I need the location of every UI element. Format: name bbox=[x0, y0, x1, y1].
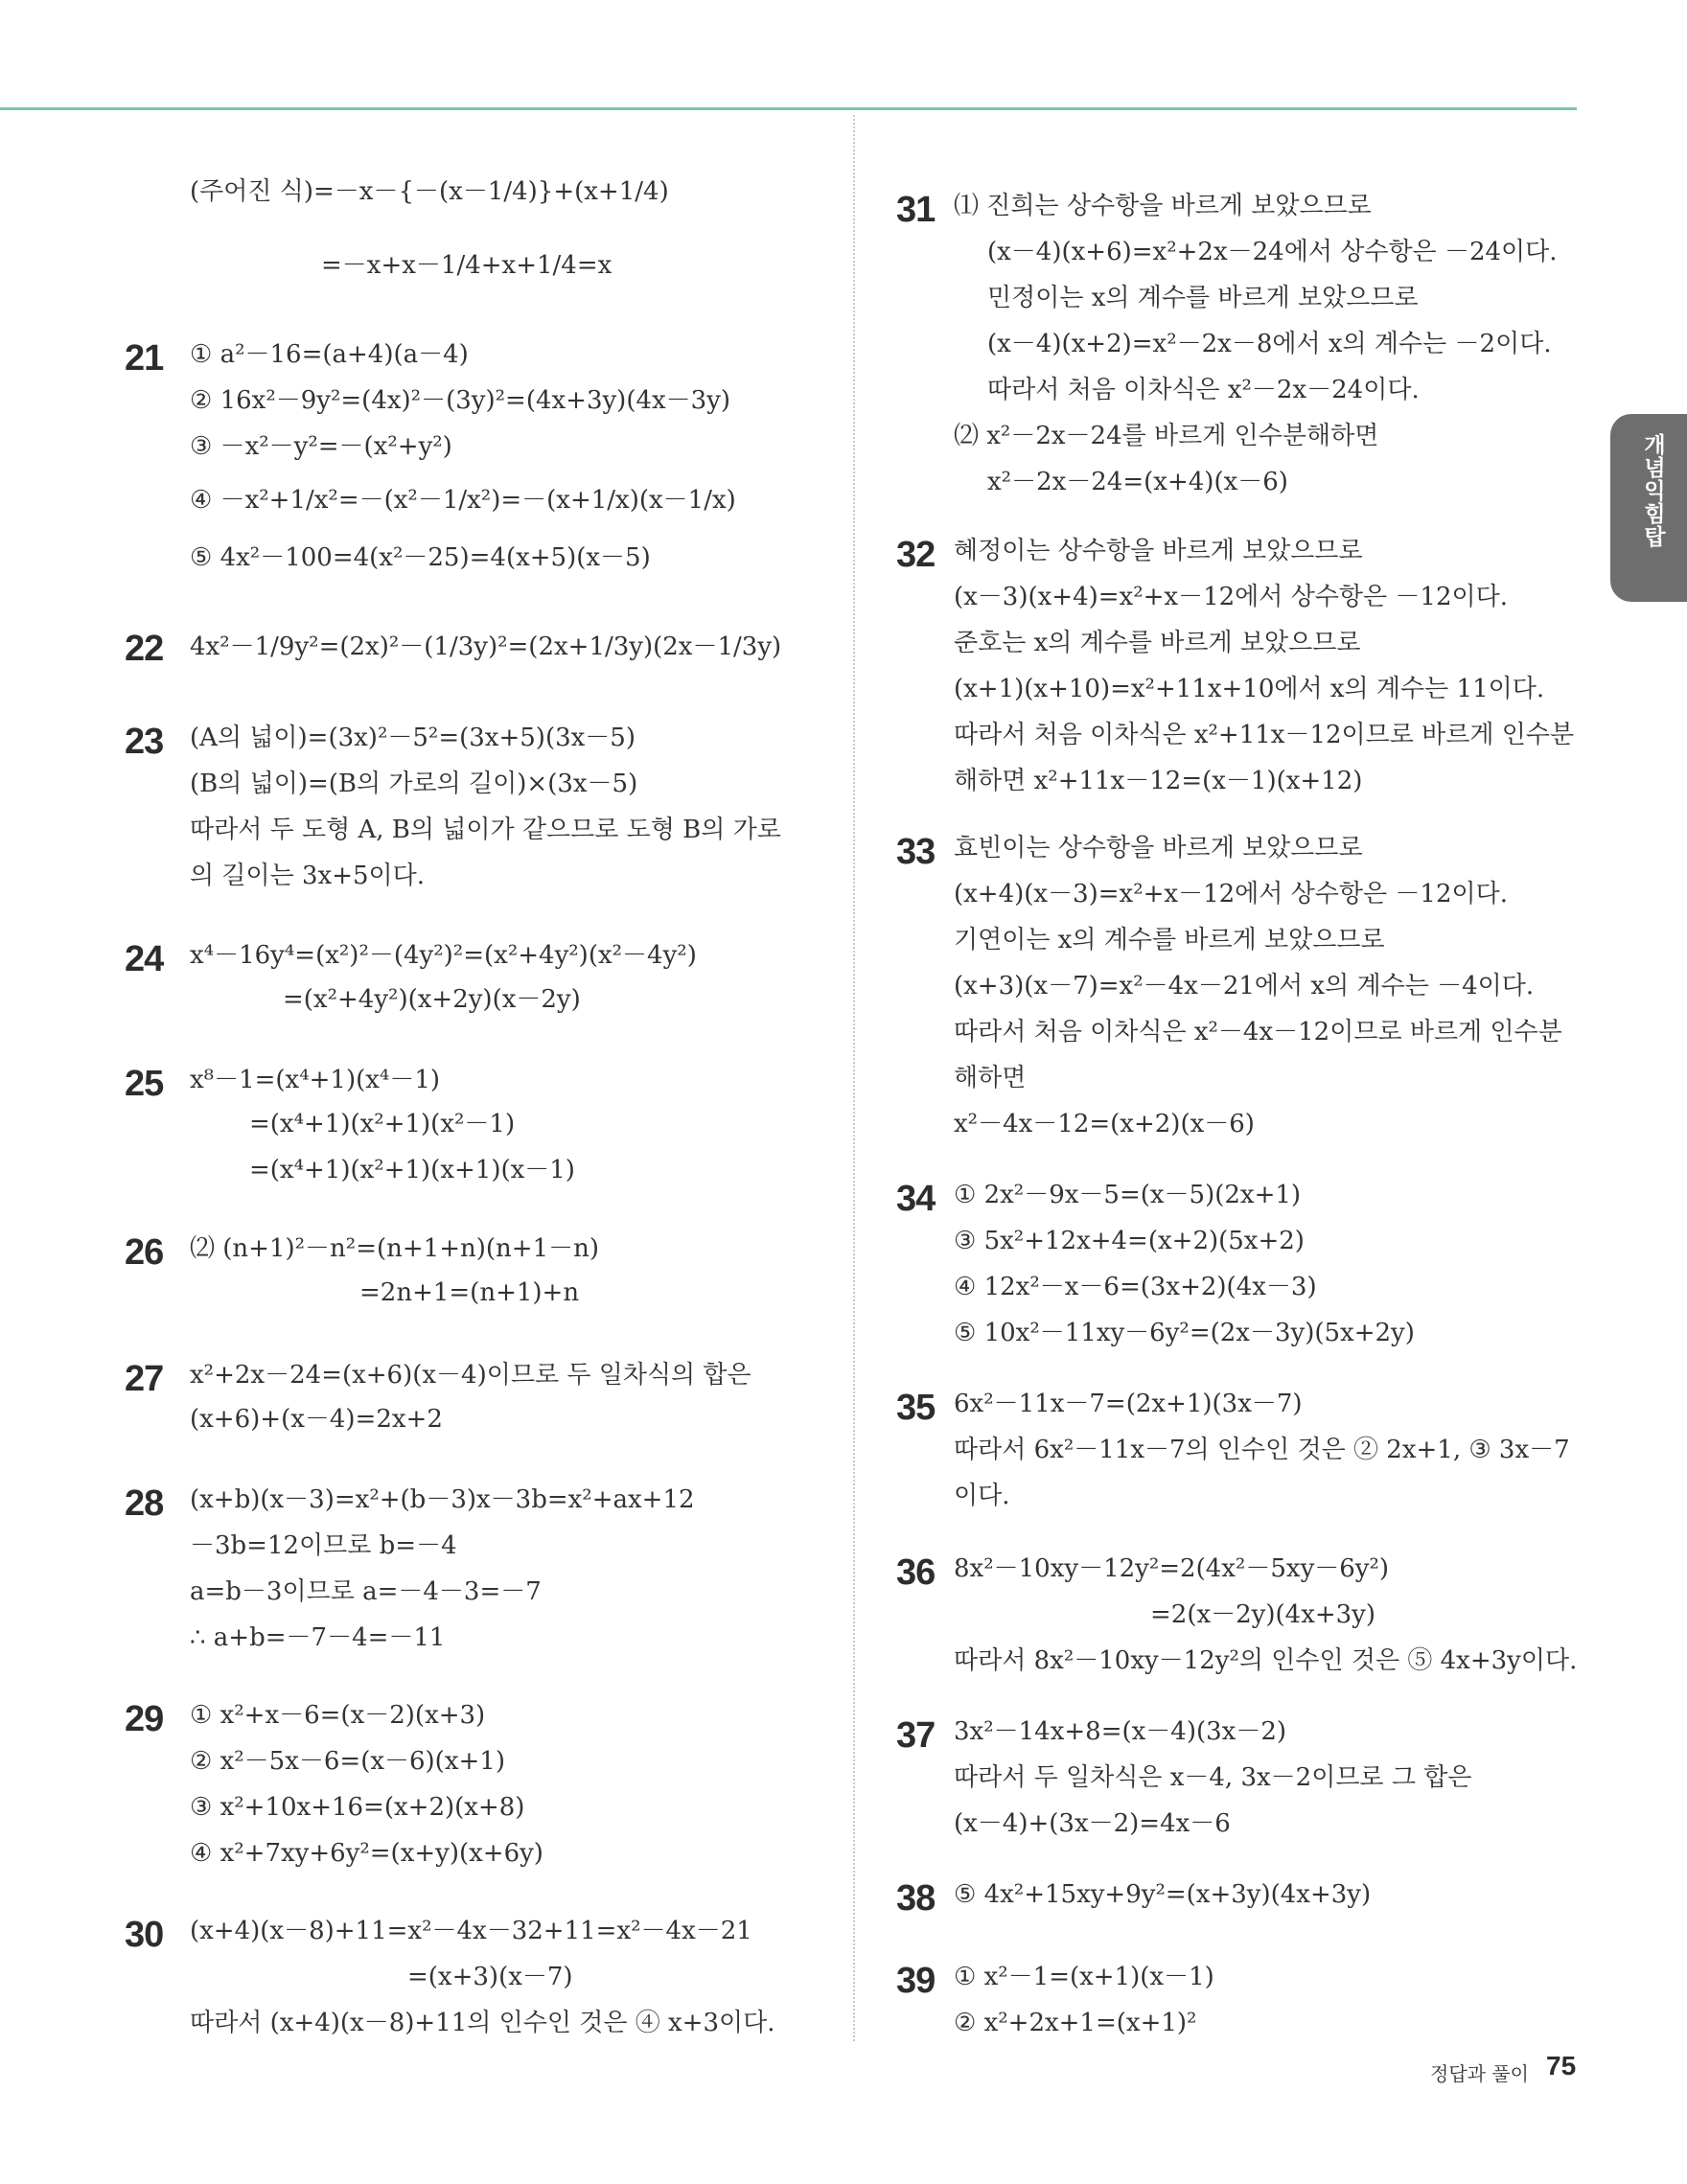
solution-line: x⁴－16y⁴=(x²)²－(4y²)²=(x²+4y²)(x²－4y²) bbox=[190, 941, 697, 970]
problem-number: 32 bbox=[896, 535, 936, 575]
chapter-side-tab[interactable] bbox=[1610, 414, 1687, 602]
problem-number: 33 bbox=[896, 832, 936, 872]
solution-line: ⑤ 10x²－11xy－6y²=(2x－3y)(5x+2y) bbox=[954, 1319, 1415, 1347]
solution-line: 해하면 x²+11x－12=(x－1)(x+12) bbox=[954, 767, 1363, 795]
side-tab-label: 개념익힘탑 bbox=[1640, 433, 1665, 548]
solution-line: =(x⁴+1)(x²+1)(x²－1) bbox=[249, 1110, 516, 1138]
solution-line: ① a²－16=(a+4)(a－4) bbox=[190, 340, 469, 369]
solution-line: 민정이는 x의 계수를 바르게 보았으므로 bbox=[987, 284, 1419, 312]
solution-line: ⑵ x²－2x－24를 바르게 인수분해하면 bbox=[954, 422, 1379, 450]
solution-line: ④ －x²+1/x²=－(x²－1/x²)=－(x+1/x)(x－1/x) bbox=[190, 486, 736, 515]
solution-line: 따라서 두 일차식은 x－4, 3x－2이므로 그 합은 bbox=[954, 1763, 1472, 1792]
problem-number: 26 bbox=[125, 1232, 164, 1273]
solution-line: ② x²－5x－6=(x－6)(x+1) bbox=[190, 1747, 505, 1776]
solution-line: ⑤ 4x²－100=4(x²－25)=4(x+5)(x－5) bbox=[190, 543, 651, 572]
solution-line: (x－3)(x+4)=x²+x－12에서 상수항은 －12이다. bbox=[954, 583, 1508, 611]
problem-number: 25 bbox=[125, 1064, 164, 1104]
solution-line: (x+4)(x－8)+11=x²－4x－32+11=x²－4x－21 bbox=[190, 1917, 752, 1945]
problem-number: 27 bbox=[125, 1359, 164, 1399]
problem-number: 38 bbox=[896, 1878, 936, 1919]
problem-number: 31 bbox=[896, 190, 936, 230]
column-divider bbox=[853, 115, 855, 2041]
solution-line: －3b=12이므로 b=－4 bbox=[190, 1531, 457, 1560]
problem-number: 29 bbox=[125, 1699, 164, 1739]
solution-line: ④ x²+7xy+6y²=(x+y)(x+6y) bbox=[190, 1839, 543, 1868]
solution-line: (x－4)(x+6)=x²+2x－24에서 상수항은 －24이다. bbox=[987, 238, 1558, 266]
problem-number: 39 bbox=[896, 1961, 936, 2001]
solution-line: 따라서 6x²－11x－7의 인수인 것은 ② 2x+1, ③ 3x－7 bbox=[954, 1436, 1570, 1464]
solution-line: ① x²－1=(x+1)(x－1) bbox=[954, 1963, 1214, 1991]
solution-line: (A의 넓이)=(3x)²－5²=(3x+5)(3x－5) bbox=[190, 724, 636, 752]
solution-line: 준호는 x의 계수를 바르게 보았으므로 bbox=[954, 629, 1361, 657]
solution-line: ⑴ 진희는 상수항을 바르게 보았으므로 bbox=[954, 192, 1372, 220]
solution-line: ② 16x²－9y²=(4x)²－(3y)²=(4x+3y)(4x－3y) bbox=[190, 386, 731, 415]
solution-line: (x+4)(x－3)=x²+x－12에서 상수항은 －12이다. bbox=[954, 880, 1508, 908]
solution-line: =2(x－2y)(4x+3y) bbox=[1150, 1600, 1376, 1629]
solution-line: 의 길이는 3x+5이다. bbox=[190, 862, 426, 890]
solution-line: (x+b)(x－3)=x²+(b－3)x－3b=x²+ax+12 bbox=[190, 1485, 695, 1514]
solution-line: ② x²+2x+1=(x+1)² bbox=[954, 2009, 1197, 2037]
problem-number: 34 bbox=[896, 1179, 936, 1219]
problem-number: 22 bbox=[125, 629, 164, 669]
solution-line: (B의 넓이)=(B의 가로의 길이)×(3x－5) bbox=[190, 770, 638, 798]
solution-line: (x－4)(x+2)=x²－2x－8에서 x의 계수는 －2이다. bbox=[987, 330, 1552, 358]
solution-line: 3x²－14x+8=(x－4)(3x－2) bbox=[954, 1717, 1287, 1746]
solution-line: 이다. bbox=[954, 1482, 1010, 1510]
solution-line: (x+6)+(x－4)=2x+2 bbox=[190, 1405, 443, 1434]
solution-line: (x－4)+(3x－2)=4x－6 bbox=[954, 1809, 1231, 1838]
solution-line: ④ 12x²－x－6=(3x+2)(4x－3) bbox=[954, 1273, 1317, 1301]
solution-line: a=b－3이므로 a=－4－3=－7 bbox=[190, 1577, 542, 1606]
solution-line: x²+2x－24=(x+6)(x－4)이므로 두 일차식의 합은 bbox=[190, 1361, 751, 1390]
solution-line: 따라서 처음 이차식은 x²－2x－24이다. bbox=[987, 376, 1420, 404]
solution-line: x²－4x－12=(x+2)(x－6) bbox=[954, 1110, 1255, 1138]
solution-line: ⑤ 4x²+15xy+9y²=(x+3y)(4x+3y) bbox=[954, 1880, 1372, 1909]
problem-number: 21 bbox=[125, 338, 164, 379]
solution-line: ① x²+x－6=(x－2)(x+3) bbox=[190, 1701, 486, 1730]
solution-line: 기연이는 x의 계수를 바르게 보았으므로 bbox=[954, 926, 1385, 954]
solution-line: 혜정이는 상수항을 바르게 보았으므로 bbox=[954, 537, 1363, 565]
solution-line: 8x²－10xy－12y²=2(4x²－5xy－6y²) bbox=[954, 1554, 1390, 1583]
solution-line: ∴ a+b=－7－4=－11 bbox=[190, 1623, 446, 1652]
solution-line: 따라서 (x+4)(x－8)+11의 인수인 것은 ④ x+3이다. bbox=[190, 2009, 775, 2037]
solution-line: 따라서 처음 이차식은 x²+11x－12이므로 바르게 인수분 bbox=[954, 721, 1575, 749]
solution-line: x²－2x－24=(x+4)(x－6) bbox=[987, 468, 1288, 496]
solution-line: ① 2x²－9x－5=(x－5)(2x+1) bbox=[954, 1181, 1302, 1209]
solution-line: ③ 5x²+12x+4=(x+2)(5x+2) bbox=[954, 1227, 1305, 1255]
solution-line: =2n+1=(n+1)+n bbox=[359, 1278, 580, 1307]
solution-line: 4x²－1/9y²=(2x)²－(1/3y)²=(2x+1/3y)(2x－1/3y) bbox=[190, 632, 782, 661]
solution-line: 효빈이는 상수항을 바르게 보았으므로 bbox=[954, 834, 1363, 862]
solution-line: x⁸－1=(x⁴+1)(x⁴－1) bbox=[190, 1066, 441, 1094]
top-accent-line bbox=[0, 107, 1577, 110]
solution-line: 따라서 8x²－10xy－12y²의 인수인 것은 ⑤ 4x+3y이다. bbox=[954, 1646, 1578, 1675]
solution-line: ③ x²+10x+16=(x+2)(x+8) bbox=[190, 1793, 525, 1822]
page-number: 75 bbox=[1546, 2051, 1577, 2081]
problem-number: 36 bbox=[896, 1552, 936, 1593]
solution-line: (x+1)(x+10)=x²+11x+10에서 x의 계수는 11이다. bbox=[954, 675, 1545, 703]
solution-line: (x+3)(x－7)=x²－4x－21에서 x의 계수는 －4이다. bbox=[954, 972, 1535, 1000]
intro-line-1: (주어진 식)=－x－{－(x－1/4)}+(x+1/4) bbox=[190, 177, 669, 206]
problem-number: 23 bbox=[125, 722, 164, 762]
solution-line: 6x²－11x－7=(2x+1)(3x－7) bbox=[954, 1390, 1303, 1418]
solution-line: =(x+3)(x－7) bbox=[407, 1963, 573, 1991]
solution-line: 해하면 bbox=[954, 1064, 1027, 1092]
problem-number: 30 bbox=[125, 1915, 164, 1955]
problem-number: 28 bbox=[125, 1483, 164, 1524]
solution-line: 따라서 처음 이차식은 x²－4x－12이므로 바르게 인수분 bbox=[954, 1018, 1562, 1046]
footer-label: 정답과 풀이 bbox=[1430, 2062, 1529, 2085]
intro-line-2: =－x+x－1/4+x+1/4=x bbox=[321, 251, 612, 280]
solution-line: =(x⁴+1)(x²+1)(x+1)(x－1) bbox=[249, 1156, 575, 1184]
solution-line: ③ －x²－y²=－(x²+y²) bbox=[190, 432, 452, 461]
problem-number: 24 bbox=[125, 939, 164, 979]
solution-line: ⑵ (n+1)²－n²=(n+1+n)(n+1－n) bbox=[190, 1234, 599, 1263]
solution-line: 따라서 두 도형 A, B의 넓이가 같으므로 도형 B의 가로 bbox=[190, 816, 781, 844]
problem-number: 37 bbox=[896, 1715, 936, 1756]
solution-line: =(x²+4y²)(x+2y)(x－2y) bbox=[283, 985, 581, 1014]
problem-number: 35 bbox=[896, 1388, 936, 1428]
